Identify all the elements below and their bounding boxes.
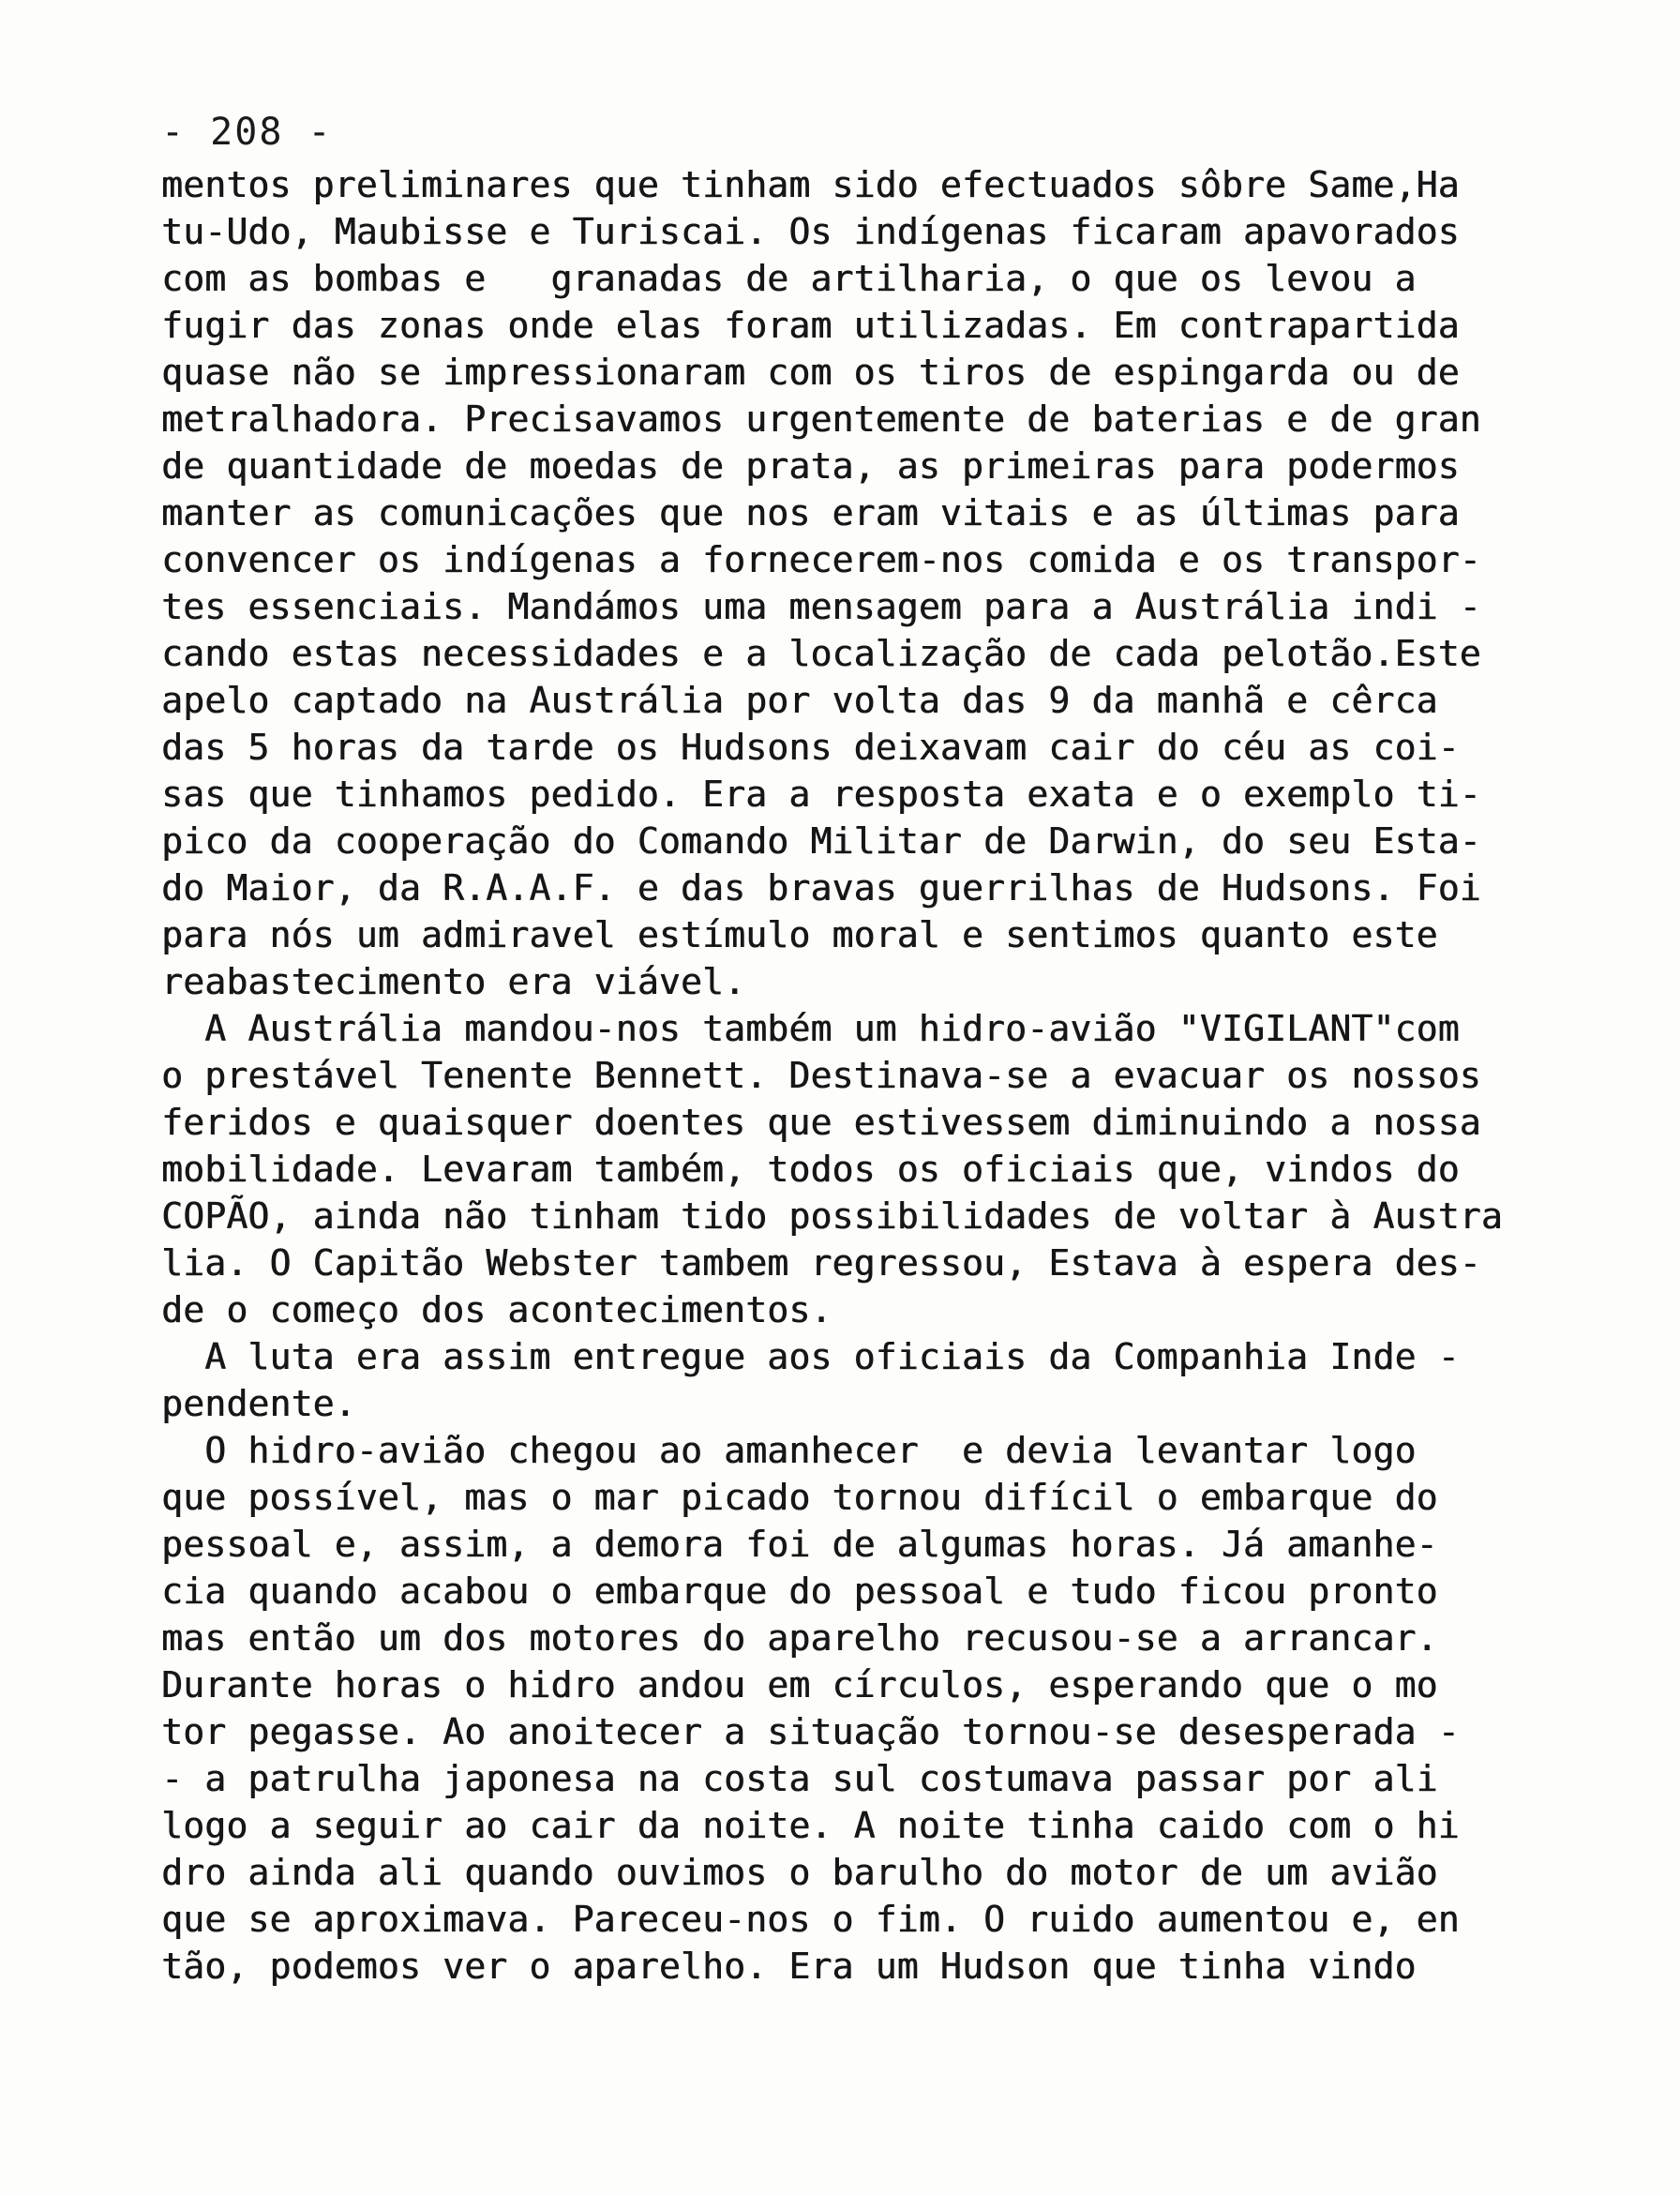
- text-line: das 5 horas da tarde os Hudsons deixavam cair do céu as coi-: [161, 727, 1460, 768]
- text-line: O hidro-avião chegou ao amanhecer e devia levantar logo: [161, 1430, 1417, 1471]
- text-line: A Austrália mandou-nos também um hidro-avião "VIGILANT"com: [161, 1008, 1460, 1049]
- text-line: sas que tinhamos pedido. Era a resposta exata e o exemplo ti-: [161, 774, 1481, 815]
- text-line: cia quando acabou o embarque do pessoal e tudo ficou pronto: [161, 1570, 1438, 1612]
- text-line: de quantidade de moedas de prata, as primeiras para podermos: [161, 445, 1460, 487]
- text-line: pendente.: [161, 1383, 356, 1424]
- text-line: reabastecimento era viável.: [161, 961, 746, 1002]
- text-line: manter as comunicações que nos eram vitais e as últimas para: [161, 492, 1460, 533]
- text-line: para nós um admiravel estímulo moral e sentimos quanto este: [161, 914, 1438, 955]
- text-line: quase não se impressionaram com os tiros de espingarda ou de: [161, 352, 1460, 393]
- text-line: com as bombas e granadas de artilharia, o que os levou a: [161, 258, 1417, 299]
- body-text: [161, 161, 1624, 1990]
- text-line: mas então um dos motores do aparelho recusou-se a arrancar.: [161, 1617, 1438, 1659]
- text-line: feridos e quaisquer doentes que estivessem diminuindo a nossa: [161, 1102, 1481, 1143]
- text-line: tu-Udo, Maubisse e Turiscai. Os indígenas ficaram apavorados: [161, 211, 1460, 252]
- text-line: COPÃO, ainda não tinham tido possibilidades de voltar à Austra: [161, 1195, 1503, 1237]
- text-line: apelo captado na Austrália por volta das 9 da manhã e cêrca: [161, 680, 1438, 721]
- text-line: fugir das zonas onde elas foram utilizadas. Em contrapartida: [161, 305, 1460, 346]
- page-number: - 208 -: [161, 111, 333, 154]
- text-line: lia. O Capitão Webster tambem regressou, Estava à espera des-: [161, 1242, 1481, 1284]
- text-line: que possível, mas o mar picado tornou difícil o embarque do: [161, 1477, 1438, 1518]
- text-line: cando estas necessidades e a localização de cada pelotão.Este: [161, 633, 1481, 674]
- text-line: do Maior, da R.A.A.F. e das bravas guerrilhas de Hudsons. Foi: [161, 867, 1481, 909]
- text-line: - a patrulha japonesa na costa sul costumava passar por ali: [161, 1758, 1438, 1799]
- text-line: que se aproximava. Pareceu-nos o fim. O ruido aumentou e, en: [161, 1899, 1460, 1940]
- text-line: tes essenciais. Mandámos uma mensagem para a Austrália indi -: [161, 586, 1481, 627]
- text-line: tor pegasse. Ao anoitecer a situação tornou-se desesperada -: [161, 1711, 1460, 1752]
- text-line: logo a seguir ao cair da noite. A noite tinha caido com o hi: [161, 1805, 1460, 1846]
- text-line: pessoal e, assim, a demora foi de algumas horas. Já amanhe-: [161, 1524, 1438, 1565]
- text-line: mobilidade. Levaram também, todos os oficiais que, vindos do: [161, 1149, 1460, 1190]
- text-line: pico da cooperação do Comando Militar de Darwin, do seu Esta-: [161, 820, 1481, 862]
- text-line: Durante horas o hidro andou em círculos, esperando que o mo: [161, 1664, 1438, 1706]
- text-line: mentos preliminares que tinham sido efectuados sôbre Same,Ha: [161, 164, 1460, 205]
- text-line: o prestável Tenente Bennett. Destinava-se a evacuar os nossos: [161, 1055, 1481, 1096]
- text-line: A luta era assim entregue aos oficiais da Companhia Inde -: [161, 1336, 1460, 1377]
- text-line: tão, podemos ver o aparelho. Era um Hudson que tinha vindo: [161, 1946, 1417, 1987]
- text-line: metralhadora. Precisavamos urgentemente de baterias e de gran: [161, 398, 1481, 440]
- text-line: convencer os indígenas a fornecerem-nos comida e os transpor-: [161, 539, 1481, 580]
- text-line: dro ainda ali quando ouvimos o barulho do motor de um avião: [161, 1852, 1438, 1893]
- text-line: de o começo dos acontecimentos.: [161, 1289, 832, 1330]
